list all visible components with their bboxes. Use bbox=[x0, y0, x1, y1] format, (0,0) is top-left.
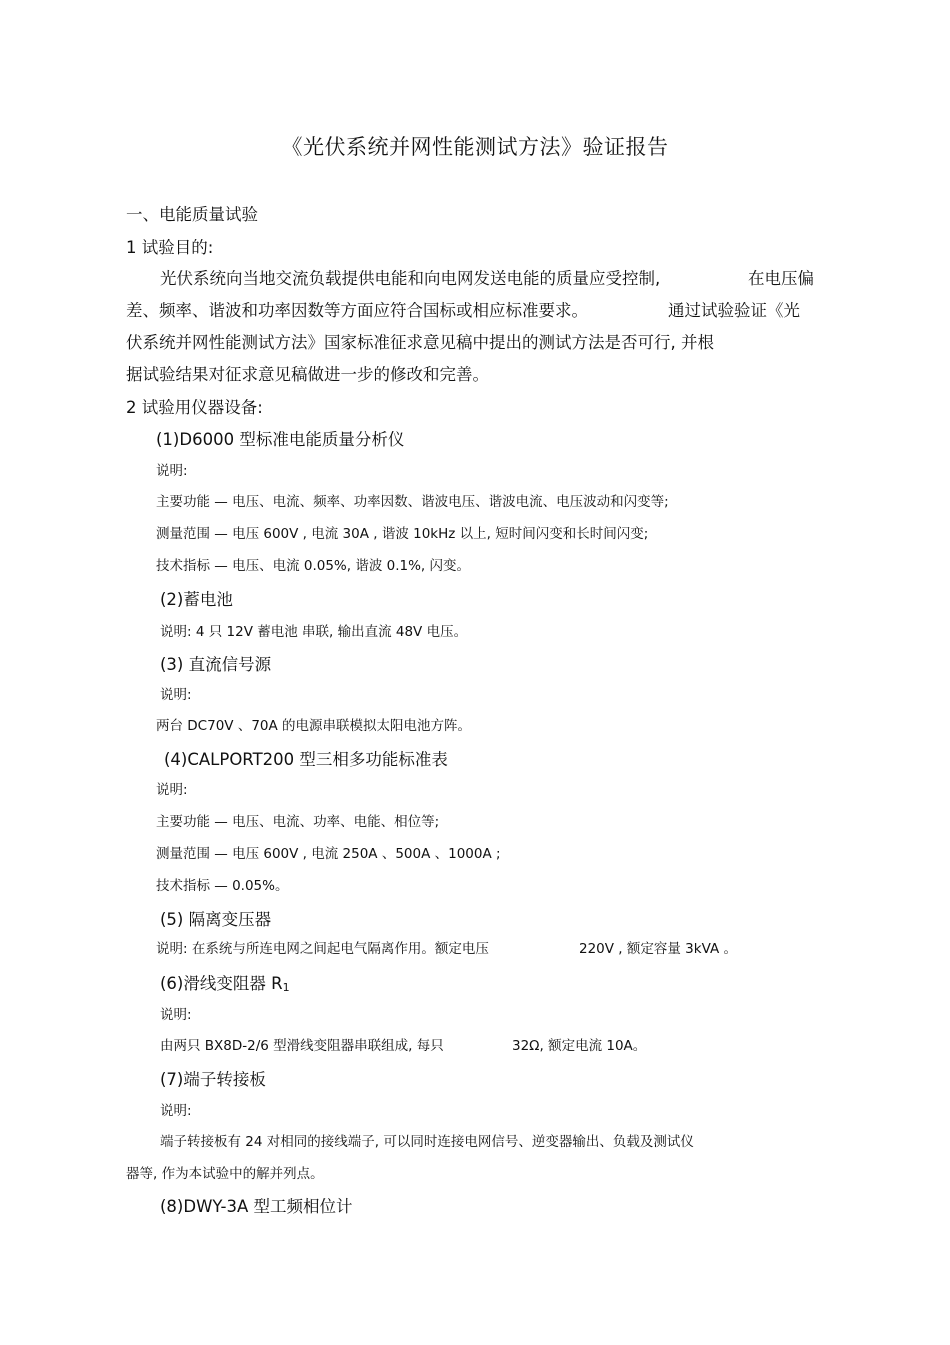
equipment-note-label: 说明: bbox=[156, 782, 188, 798]
equipment-heading-subscript: 1 bbox=[282, 981, 290, 994]
equipment-heading bbox=[160, 970, 290, 994]
para-line: 在电压偏 bbox=[748, 269, 814, 288]
equipment-detail: 32Ω, 额定电流 10A。 bbox=[512, 1038, 647, 1054]
equipment-heading-text: (6)滑线变阻器 R bbox=[160, 974, 283, 993]
equipment-note-label: 说明: bbox=[156, 463, 188, 479]
document-title: 《光伏系统并网性能测试方法》验证报告 bbox=[281, 135, 669, 159]
subsection-equipment: 2 试验用仪器设备: bbox=[126, 398, 263, 417]
para-line: 差、频率、谐波和功率因数等方面应符合国标或相应标准要求。 bbox=[126, 301, 588, 320]
para-line: 伏系统并网性能测试方法》国家标准征求意见稿中提出的测试方法是否可行, 并根 bbox=[126, 333, 714, 352]
equipment-heading: (2)蓄电池 bbox=[160, 590, 233, 609]
equipment-note-label: 说明: bbox=[160, 1007, 192, 1023]
equipment-heading: (8)DWY-3A 型工频相位计 bbox=[160, 1197, 353, 1216]
para-line: 通过试验验证《光 bbox=[668, 301, 800, 320]
para-line: 据试验结果对征求意见稿做进一步的修改和完善。 bbox=[126, 365, 489, 384]
equipment-heading: (1)D6000 型标准电能质量分析仪 bbox=[156, 430, 405, 449]
para-line: 光伏系统向当地交流负载提供电能和向电网发送电能的质量应受控制, bbox=[160, 269, 661, 288]
equipment-detail: 测量范围 — 电压 600V , 电流 250A 、500A 、1000A ; bbox=[156, 846, 501, 862]
equipment-detail: 主要功能 — 电压、电流、频率、功率因数、谐波电压、谐波电流、电压波动和闪变等; bbox=[156, 494, 669, 510]
equipment-note-label: 说明: bbox=[160, 1103, 192, 1119]
equipment-heading: (3) 直流信号源 bbox=[160, 655, 272, 674]
equipment-detail: 技术指标 — 电压、电流 0.05%, 谐波 0.1%, 闪变。 bbox=[156, 558, 471, 574]
equipment-heading: (7)端子转接板 bbox=[160, 1070, 266, 1089]
equipment-heading: (5) 隔离变压器 bbox=[160, 910, 272, 929]
equipment-detail: 由两只 BX8D-2/6 型滑线变阻器串联组成, 每只 bbox=[160, 1038, 444, 1054]
equipment-note: 220V , 额定容量 3kVA 。 bbox=[579, 941, 737, 957]
equipment-detail: 主要功能 — 电压、电流、功率、电能、相位等; bbox=[156, 814, 440, 830]
equipment-note: 说明: 在系统与所连电网之间起电气隔离作用。额定电压 bbox=[156, 941, 489, 957]
equipment-detail: 测量范围 — 电压 600V , 电流 30A , 谐波 10kHz 以上, 短时间闪变和长时间闪变; bbox=[156, 526, 649, 542]
equipment-detail: 两台 DC70V 、70A 的电源串联模拟太阳电池方阵。 bbox=[156, 718, 472, 734]
equipment-note: 说明: 4 只 12V 蓄电池 串联, 输出直流 48V 电压。 bbox=[160, 624, 468, 640]
equipment-detail: 技术指标 — 0.05%。 bbox=[156, 878, 289, 894]
equipment-note-label: 说明: bbox=[160, 687, 192, 703]
section-heading: 一、电能质量试验 bbox=[126, 205, 258, 224]
equipment-heading: (4)CALPORT200 型三相多功能标准表 bbox=[164, 750, 448, 769]
equipment-detail: 端子转接板有 24 对相同的接线端子, 可以同时连接电网信号、逆变器输出、负载及测试仪 bbox=[160, 1134, 694, 1150]
subsection-purpose: 1 试验目的: bbox=[126, 238, 214, 257]
equipment-detail: 器等, 作为本试验中的解并列点。 bbox=[126, 1166, 324, 1182]
